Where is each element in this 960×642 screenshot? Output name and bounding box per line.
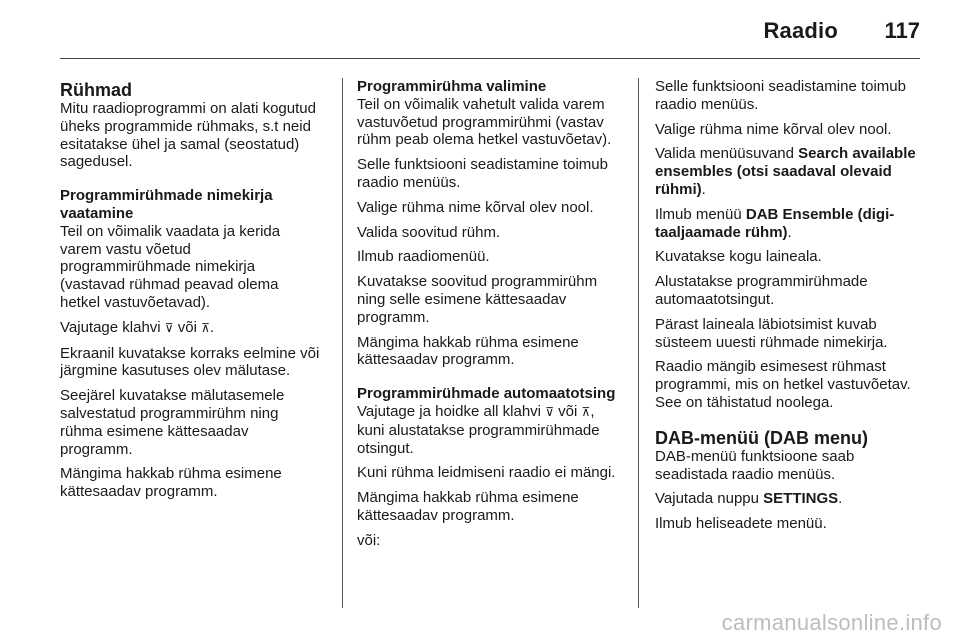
subsection-heading: Programmirühmade automaatotsing <box>357 385 616 403</box>
paragraph: Alustatakse programmirühmade automaatotsingut. <box>655 273 868 308</box>
watermark: carmanualsonline.info <box>721 610 942 635</box>
text-span: või <box>177 318 197 336</box>
page-title: Raadio <box>763 18 838 43</box>
paragraph: Selle funktsiooni seadistamine toimub raadio menüüs. <box>357 156 608 191</box>
column-divider-1 <box>342 78 343 608</box>
paragraph: DAB-menüü funktsioone saab seadistada raadio menüüs. <box>655 447 855 483</box>
paragraph: Ilmub heliseadete menüü. <box>655 515 827 533</box>
text-span: . <box>838 490 843 508</box>
paragraph: Ekraanil kuvatakse korraks eelmine või järgmine kasutuses olev mälutase. <box>60 344 320 380</box>
column-2 <box>357 78 625 557</box>
paragraph: Pärast laineala läbiotsimist kuvab süsteem uuesti rühmade nimekirja. <box>655 315 888 351</box>
paragraph: Mängima hakkab rühma esimene kättesaadav programm. <box>60 465 282 501</box>
paragraph: Valige rühma nime kõrval olev nool. <box>655 120 892 138</box>
menu-name-label: DAB Ensemble (digi-taaljaamade rühm) <box>655 205 895 241</box>
paragraph: Mitu raadioprogrammi on alati kogutud üheks programmide rühmaks, s.t neid esitatakse ühel ja samal (seostatud) sagedusel. <box>60 100 316 171</box>
page-header <box>60 16 920 60</box>
column-1 <box>60 80 320 508</box>
paragraph: Kuvatakse kogu laineala. <box>655 248 822 266</box>
text-span: . <box>701 180 706 198</box>
subsection-heading: Programmirühmade nimekirja vaatamine <box>60 187 273 222</box>
text-span: , kuni alustatakse programmirühmade otsingut. <box>357 402 600 457</box>
text-span: Vajutada nuppu <box>655 490 759 508</box>
text-span: Valida menüüsuvand <box>655 145 794 163</box>
text-span: Ilmub menüü <box>655 205 742 223</box>
paragraph: või: <box>357 531 381 549</box>
text-span: Vajutage klahvi <box>60 318 161 336</box>
text-span: . <box>787 223 792 241</box>
column-divider-2 <box>638 78 639 608</box>
paragraph: Selle funktsiooni seadistamine toimub raadio menüüs. <box>655 78 906 113</box>
down-key-icon: ⊽ <box>545 404 554 419</box>
paragraph: Teil on võimalik vaadata ja kerida varem vastu võetud programmirühmade nimekirja (vastavad rühmad peavad olema hetkel vastuvõetavad). <box>60 222 281 311</box>
paragraph: Ilmub raadiomenüü. <box>357 248 490 266</box>
paragraph: Mängima hakkab rühma esimene kättesaadav programm. <box>357 333 579 369</box>
paragraph <box>357 403 625 457</box>
button-name-label: SETTINGS <box>763 490 839 508</box>
paragraph <box>655 145 923 198</box>
paragraph: Kuni rühma leidmiseni raadio ei mängi. <box>357 464 616 482</box>
menu-option-label: Search available ensembles (otsi saadaval olevaid rühmi) <box>655 145 916 198</box>
paragraph: Seejärel kuvatakse mälutasemele salvestatud programmirühm ning rühma esimene kättesaadav programm. <box>60 387 285 458</box>
paragraph: Mängima hakkab rühma esimene kättesaadav programm. <box>357 489 579 524</box>
paragraph: Teil on võimalik vahetult valida varem vastuvõetud programmirühmi (vastav rühm peab olema hetkel vastuvõetav). <box>357 95 612 149</box>
header-rule <box>60 58 920 59</box>
paragraph <box>655 206 923 242</box>
up-key-icon: ⊼ <box>581 404 591 419</box>
subsection-heading: Programmirühma valimine <box>357 78 547 95</box>
paragraph: Valige rühma nime kõrval olev nool. <box>357 198 594 216</box>
column-3 <box>655 78 923 540</box>
down-key-icon: ⊽ <box>164 320 174 335</box>
page-number: 117 <box>884 18 920 43</box>
text-span: Vajutage ja hoidke all klahvi <box>357 402 542 420</box>
paragraph <box>655 490 923 508</box>
up-key-icon: ⊼ <box>201 320 210 335</box>
section-heading-groups: Rühmad <box>60 80 132 100</box>
text-span: või <box>558 402 578 420</box>
paragraph <box>60 319 320 338</box>
paragraph: Valida soovitud rühm. <box>357 223 501 241</box>
paragraph: Raadio mängib esimesest rühmast programmi, mis on hetkel vastuvõetav. See on tähistatud noolega. <box>655 358 911 411</box>
section-heading-dab-menu: DAB-menüü (DAB menu) <box>655 427 868 448</box>
paragraph: Kuvatakse soovitud programmirühm ning selle esimene kättesaadav programm. <box>357 273 598 326</box>
text-span: . <box>209 318 215 336</box>
